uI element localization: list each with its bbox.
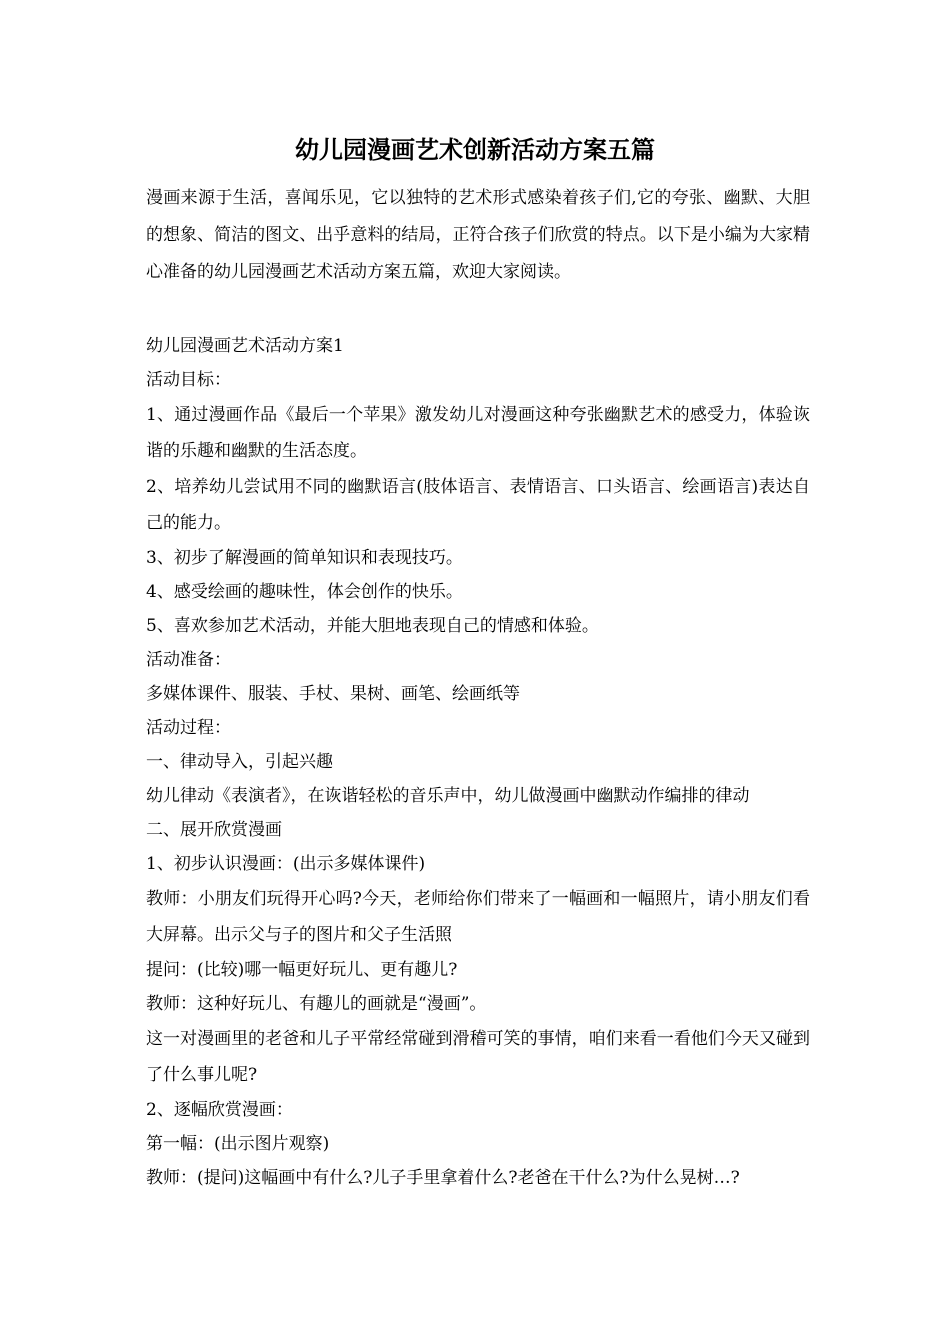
intro-paragraph: 漫画来源于生活，喜闻乐见，它以独特的艺术形式感染着孩子们,它的夸张、幽默、大胆的想象、简洁的图文、出乎意料的结局，正符合孩子们欣赏的特点。以下是小编为大家精心准备的幼儿园漫画艺术活动方案五篇，欢迎大家阅读。 <box>146 188 810 282</box>
subheading-process: 活动过程： <box>146 718 231 738</box>
process-text: 这一对漫画里的老爸和儿子平常经常碰到滑稽可笑的事情，咱们来看一看他们今天又碰到了什么事儿呢? <box>146 1029 810 1085</box>
process-text: 第一幅：(出示图片观察) <box>146 1134 330 1154</box>
process-text: 幼儿律动《表演者》，在诙谐轻松的音乐声中，幼儿做漫画中幽默动作编排的律动 <box>146 786 750 806</box>
process-step: 一、律动导入，引起兴趣 <box>146 752 333 772</box>
intro-section <box>146 180 810 291</box>
process-step: 二、展开欣赏漫画 <box>146 820 282 840</box>
subheading-preparation: 活动准备： <box>146 650 231 670</box>
preparation-text: 多媒体课件、服装、手杖、果树、画笔、绘画纸等 <box>146 684 520 704</box>
process-text: 教师：这种好玩儿、有趣儿的画就是“漫画”。 <box>146 994 487 1014</box>
goal-item: 5、喜欢参加艺术活动，并能大胆地表现自己的情感和体验。 <box>146 616 599 636</box>
process-text: 教师：(提问)这幅画中有什么?儿子手里拿着什么?老爸在干什么?为什么晃树…? <box>146 1168 740 1188</box>
goal-item: 3、初步了解漫画的简单知识和表现技巧。 <box>146 548 463 568</box>
document-title: 幼儿园漫画艺术创新活动方案五篇 <box>295 135 655 164</box>
paragraph-gap <box>146 291 810 329</box>
plan-section <box>146 329 810 1195</box>
document-body <box>146 180 810 1195</box>
subheading-goals: 活动目标： <box>146 370 231 390</box>
section-heading: 幼儿园漫画艺术活动方案1 <box>146 336 344 356</box>
goal-item: 1、通过漫画作品《最后一个苹果》激发幼儿对漫画这种夸张幽默艺术的感受力，体验诙谐的乐趣和幽默的生活态度。 <box>146 405 810 461</box>
process-text: 教师：小朋友们玩得开心吗?今天，老师给你们带来了一幅画和一幅照片，请小朋友们看大屏幕。出示父与子的图片和父子生活照 <box>146 889 810 945</box>
goal-item: 2、培养幼儿尝试用不同的幽默语言(肢体语言、表情语言、口头语言、绘画语言)表达自己的能力。 <box>146 477 810 533</box>
process-text: 1、初步认识漫画：(出示多媒体课件) <box>146 854 426 874</box>
process-text: 提问：(比较)哪一幅更好玩儿、更有趣儿? <box>146 960 458 980</box>
goal-item: 4、感受绘画的趣味性，体会创作的快乐。 <box>146 582 463 602</box>
process-text: 2、逐幅欣赏漫画： <box>146 1100 293 1120</box>
